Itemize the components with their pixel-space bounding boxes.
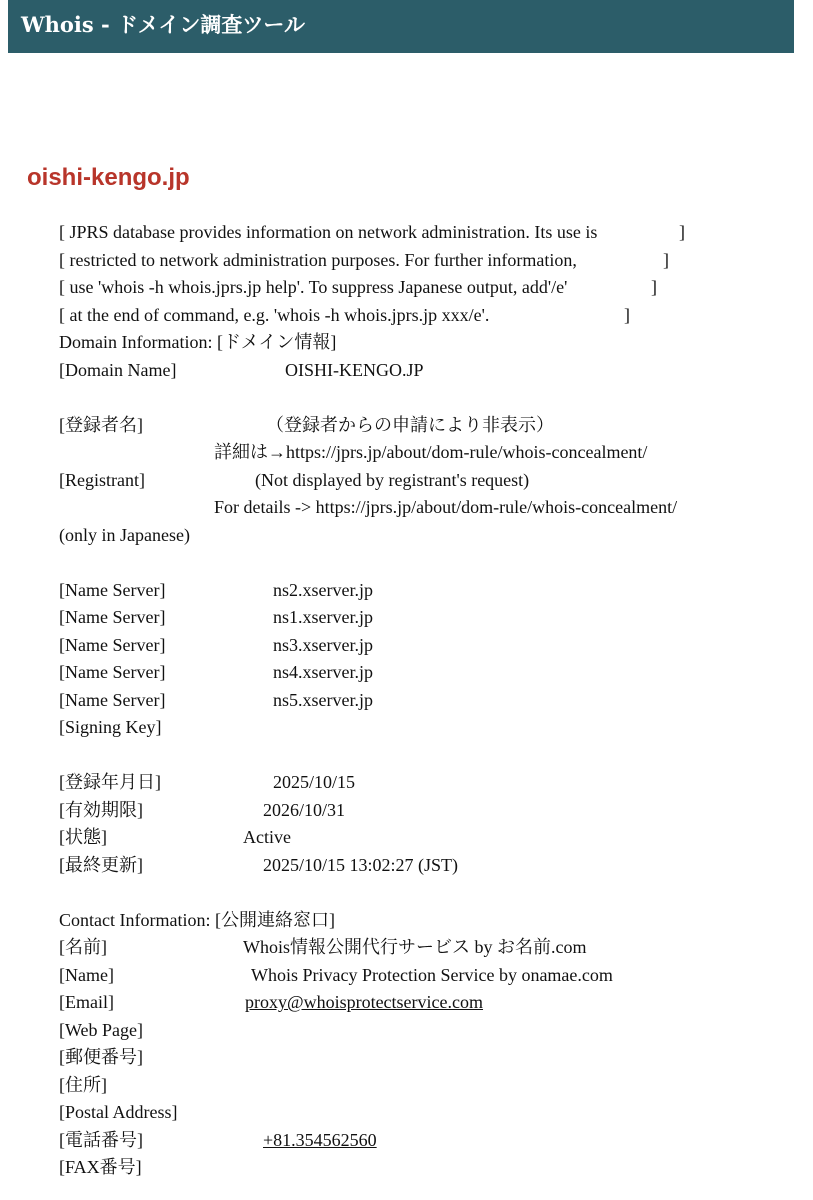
contact-name-label: [Name] [59,964,114,985]
page-header [8,0,794,53]
contact-email-link[interactable]: proxy@whoisprotectservice.com [245,992,484,1012]
contact-name-jp-row [59,934,799,962]
updated-date-row [59,852,799,880]
whois-result [59,219,799,1182]
contact-postal-label: [Postal Address] [59,1102,178,1122]
registrant-jp-detail-row [59,439,799,467]
registered-date-value: 2025/10/15 [273,772,356,792]
contact-name-value: Whois Privacy Protection Service by onamae.com [251,964,613,985]
registrant-en-note: (only in Japanese) [59,524,190,545]
domain-title: oishi-kengo.jp [27,164,190,191]
registrant-en-label: [Registrant] [59,469,145,490]
name-server-row [59,632,799,660]
registered-date-row [59,769,799,797]
registrant-en-value: (Not displayed by registrant's request) [255,469,530,490]
contact-fax-label: [FAX番号] [59,1157,142,1177]
name-server-label: [Name Server] [59,634,166,655]
name-server-label: [Name Server] [59,607,166,627]
updated-date-label: [最終更新] [59,854,143,875]
contact-name-jp-label: [名前] [59,937,107,957]
notice-line [59,247,799,275]
contact-address-label: [住所] [59,1074,107,1095]
status-row [59,824,799,852]
contact-phone-link[interactable]: +81.354562560 [263,1129,377,1150]
contact-name-jp-value: Whois情報公開代行サービス by お名前.com [243,937,587,957]
contact-email-row [59,989,799,1017]
contact-postal-row [59,1099,799,1127]
contact-name-row [59,962,799,990]
notice-text: [ restricted to network administration purposes. For further information, [59,249,577,270]
registrant-jp-detail: 詳細は→https://jprs.jp/about/dom-rule/whois-concealment/ [214,442,648,462]
registrant-en-detail-row [59,494,799,522]
registrant-jp-row [59,412,799,440]
notice-text: [ JPRS database provides information on network administration. Its use is [59,222,598,242]
notice-text: [ at the end of command, e.g. 'whois -h whois.jprs.jp xxx/e'. [59,304,490,325]
notice-close: ] [624,304,630,325]
header-title: Whois - ドメイン調査ツール [21,12,305,37]
contact-zip-row [59,1044,799,1072]
name-server-value: ns4.xserver.jp [273,662,373,682]
contact-heading: Contact Information: [公開連絡窓口] [59,909,335,930]
domain-name-value: OISHI-KENGO.JP [285,359,424,380]
domain-info-heading: Domain Information: [ドメイン情報] [59,332,337,352]
name-server-row [59,659,799,687]
notice-text: [ use 'whois -h whois.jprs.jp help'. To suppress Japanese output, add'/e' [59,277,568,297]
notice-close: ] [663,249,669,270]
notice-line [59,274,799,302]
expires-date-row [59,797,799,825]
contact-address-row [59,1072,799,1100]
name-server-value: ns1.xserver.jp [273,607,373,627]
name-server-label: [Name Server] [59,662,166,682]
notice-close: ] [679,222,685,242]
domain-name-row [59,357,799,385]
name-server-value: ns3.xserver.jp [273,634,373,655]
notice-close: ] [651,277,657,297]
name-server-value: ns5.xserver.jp [273,689,373,710]
name-server-label: [Name Server] [59,579,166,600]
status-value: Active [243,827,291,847]
domain-name-label: [Domain Name] [59,359,177,380]
contact-zip-label: [郵便番号] [59,1047,143,1067]
updated-date-value: 2025/10/15 13:02:27 (JST) [263,854,459,875]
contact-web-row [59,1017,799,1045]
registrant-en-row [59,467,799,495]
expires-date-label: [有効期限] [59,799,143,820]
registrant-en-detail: For details -> https://jprs.jp/about/dom-rule/whois-concealment/ [214,497,678,517]
contact-phone-label: [電話番号] [59,1129,143,1150]
expires-date-value: 2026/10/31 [263,799,346,820]
contact-phone-row [59,1127,799,1155]
notice-line [59,302,799,330]
name-server-label: [Name Server] [59,689,166,710]
registrant-en-note-row [59,522,799,550]
registered-date-label: [登録年月日] [59,772,161,792]
name-server-value: ns2.xserver.jp [273,579,373,600]
registrant-jp-label: [登録者名] [59,414,143,435]
contact-web-label: [Web Page] [59,1019,144,1040]
signing-key-label: [Signing Key] [59,717,162,737]
name-server-row [59,604,799,632]
name-server-row [59,687,799,715]
contact-fax-row [59,1154,799,1182]
contact-email-label: [Email] [59,992,114,1012]
signing-key-row [59,714,799,742]
registrant-jp-value: （登録者からの申請により非表示） [266,414,554,435]
notice-line [59,219,799,247]
name-server-row [59,577,799,605]
status-label: [状態] [59,827,107,847]
